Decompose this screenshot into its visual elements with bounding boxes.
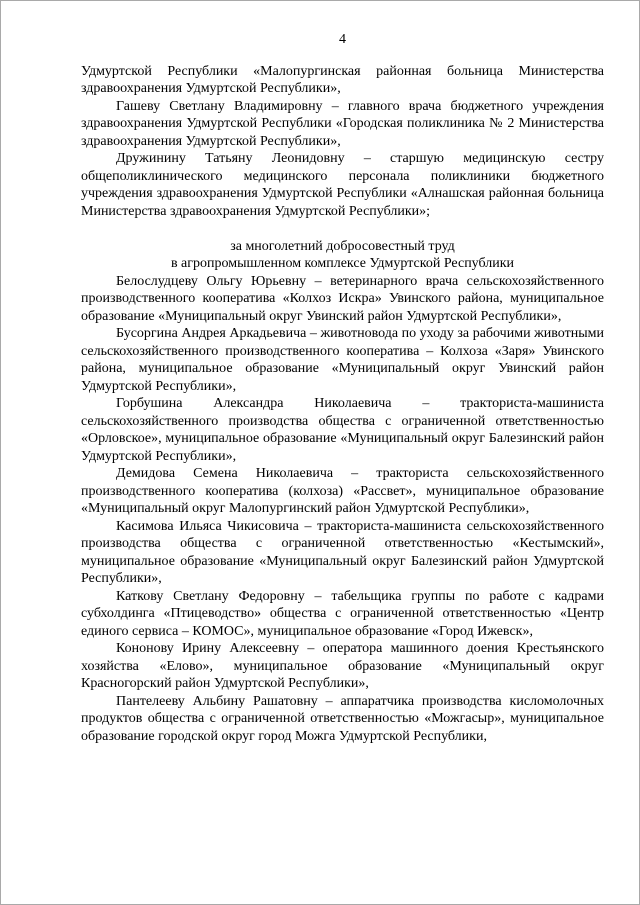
award-entry-demidov: Демидова Семена Николаевича – тракториста сельскохозяйственного производственного кооператива (колхоза) «Рассвет», муниципальное образование «Муниципальный округ Малопургинский район Удмуртской Республики»,	[81, 466, 604, 516]
award-entry-busorgin: Бусоргина Андрея Аркадьевича – животновода по уходу за рабочими животными сельскохозяйственного производственного кооператива – Колхоза «Заря» Увинского района, муниципальное образование «Муниципальный округ Увинский район Удмуртской Республики»,	[81, 326, 604, 394]
award-entry-katkova: Каткову Светлану Федоровну – табельщика группы по работе с кадрами субхолдинга «Птицеводство» общества с ограниченной ответственностью «Центр единого сервиса – КОМОС», муниципальное образование «Город Ижевск»,	[81, 588, 604, 639]
award-entry-belosludtseva: Белослудцеву Ольгу Юрьевну – ветеринарного врача сельскохозяйственного производственного кооператива «Колхоз Искра» Увинского района, муниципальное образование «Муниципальный округ Увинский район Удмуртской Республики»,	[81, 273, 604, 324]
page-content	[1, 1, 639, 745]
award-entry-panteleeva: Пантелееву Альбину Рашатовну – аппаратчика производства кисломолочных продуктов общества с ограниченной ответственностью «Можгасыр», муниципальное образование городской округ город Можга Удмуртской Республики,	[81, 693, 604, 744]
document-body	[81, 63, 604, 746]
award-entry-druzhinina: Дружинину Татьяну Леонидовну – старшую медицинскую сестру общеполиклинического медицинского персонала поликлиники бюджетного учреждения здравоохранения Удмуртской Республики «Алнашская районная больница Министерства здравоохранения Удмуртской Республики»;	[81, 151, 604, 219]
paragraph-hospital-continuation: Удмуртской Республики «Малопургинская районная больница Министерства здравоохранения Удмуртской Республики»,	[81, 63, 604, 96]
award-entry-gorbushin: Горбушина Александра Николаевича – тракториста-машиниста сельскохозяйственного производства общества с ограниченной ответственностью «Орловское», муниципальное образование «Муниципальный округ Балезинский район Удмуртской Республики»,	[81, 396, 604, 464]
section-heading-line-2: в агропромышленном комплексе Удмуртской Республики	[170, 256, 515, 271]
award-entry-gasheva: Гашеву Светлану Владимировну – главного врача бюджетного учреждения здравоохранения Удмуртской Республики «Городская поликлиника № 2 Министерства здравоохранения Удмуртской Республики»,	[81, 98, 604, 149]
award-entry-kasimov: Касимова Ильяса Чикисовича – тракториста-машиниста сельскохозяйственного производства общества с ограниченной ответственностью «Кестымский», муниципальное образование «Муниципальный округ Балезинский район Удмуртской Республики»,	[81, 518, 604, 586]
award-entry-kononova: Кононову Ирину Алексеевну – оператора машинного доения Крестьянского хозяйства «Елово», муниципальное образование «Муниципальный округ Красногорский район Удмуртской Республики»,	[81, 641, 604, 691]
page-number: 4	[339, 32, 346, 47]
section-heading-line-1: за многолетний добросовестный труд	[230, 238, 455, 254]
section-heading	[81, 238, 604, 273]
